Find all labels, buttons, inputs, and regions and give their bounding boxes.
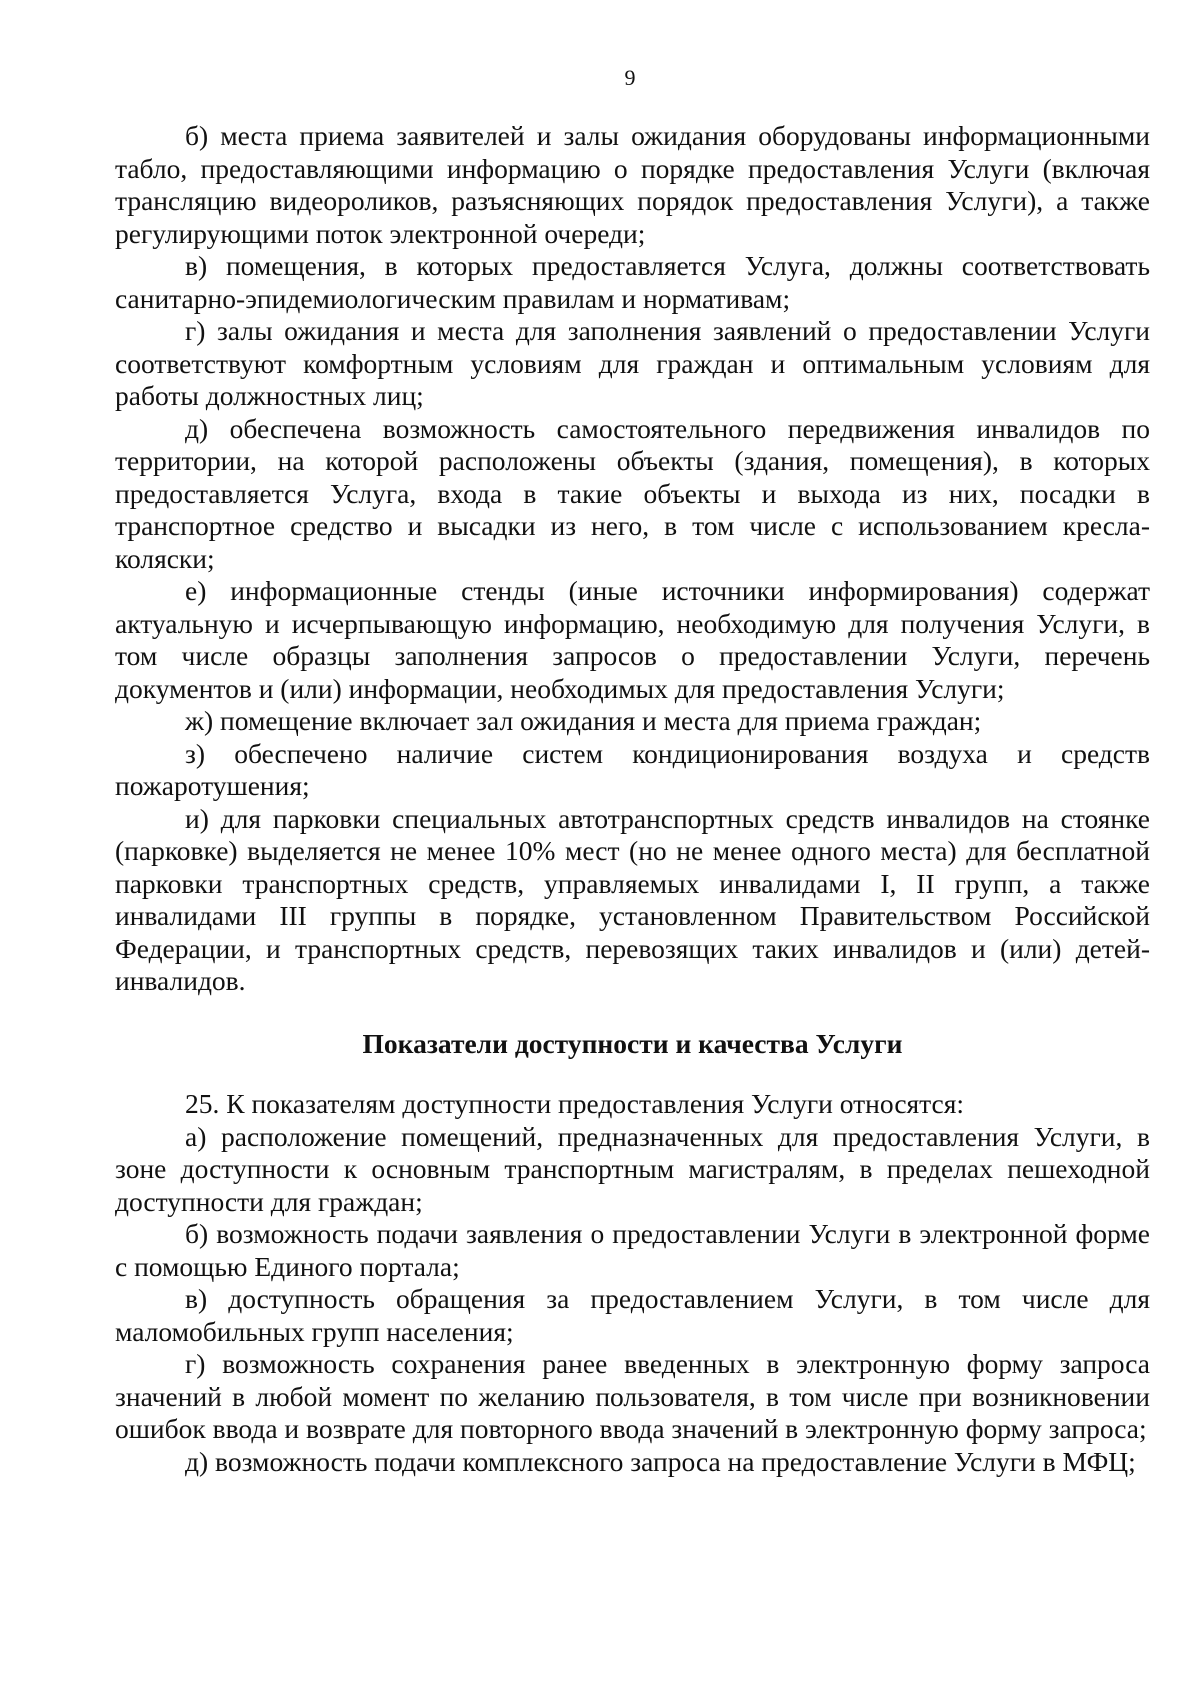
paragraph-b: б) места приема заявителей и залы ожидания оборудованы информационными табло, предоставляющими информацию о порядке предоставления Услуги (включая трансляцию видеороликов, разъясняющих порядок предоставления Услуги), а также регулирующими поток электронной очереди; — [115, 120, 1150, 249]
paragraph-zh: ж) помещение включает зал ожидания и места для приема граждан; — [185, 705, 982, 736]
paragraph-g: г) залы ожидания и места для заполнения заявлений о предоставлении Услуги соответствуют комфортным условиям для граждан и оптимальным условиям для работы должностных лиц; — [115, 315, 1150, 411]
section-heading: Показатели доступности и качества Услуги — [362, 1027, 903, 1059]
paragraph-i: и) для парковки специальных автотранспортных средств инвалидов на стоянке (парковке) выделяется не менее 10% мест (но не менее одного места) для бесплатной парковки транспортных средств, управляемых инвалидами I, II групп, а также инвалидами III группы в порядке, установленном Правительством Российской Федерации, и транспортных средств, перевозящих таких инвалидов и (или) детей-инвалидов. — [115, 802, 1150, 996]
paragraph-v: в) помещения, в которых предоставляется Услуга, должны соответствовать санитарно-эпидемиологическим правилам и нормативам; — [115, 250, 1150, 314]
paragraph-25-g: г) возможность сохранения ранее введенных в электронную форму запроса значений в любой момент по желанию пользователя, в том числе при возникновении ошибок ввода и возврате для повторного ввода значений в электронную форму запроса; — [115, 1348, 1150, 1444]
paragraph-25: 25. К показателям доступности предоставления Услуги относятся: — [185, 1088, 965, 1119]
paragraph-25-v: в) доступность обращения за предоставлением Услуги, в том числе для маломобильных групп населения; — [115, 1283, 1150, 1347]
paragraph-25-b: б) возможность подачи заявления о предоставлении Услуги в электронной форме с помощью Единого портала; — [115, 1218, 1150, 1282]
paragraph-25-d: д) возможность подачи комплексного запроса на предоставление Услуги в МФЦ; — [185, 1445, 1136, 1477]
paragraph-z: з) обеспечено наличие систем кондиционирования воздуха и средств пожаротушения; — [115, 737, 1150, 801]
paragraph-25-a: а) расположение помещений, предназначенных для предоставления Услуги, в зоне доступности к основным транспортным магистралям, в пределах пешеходной доступности для граждан; — [115, 1120, 1150, 1217]
page-number: 9 — [624, 65, 636, 90]
paragraph-d: д) обеспечена возможность самостоятельного передвижения инвалидов по территории, на которой расположены объекты (здания, помещения), в которых предоставляется Услуга, входа в такие объекты и выхода из них, посадки в транспортное средство и высадки из него, в том числе с использованием кресла-коляски; — [115, 412, 1150, 574]
paragraph-e: е) информационные стенды (иные источники информирования) содержат актуальную и исчерпывающую информацию, необходимую для получения Услуги, в том числе образцы заполнения запросов о предоставлении Услуги, перечень документов и (или) информации, необходимых для предоставления Услуги; — [115, 575, 1150, 704]
document-body — [115, 120, 1150, 1478]
